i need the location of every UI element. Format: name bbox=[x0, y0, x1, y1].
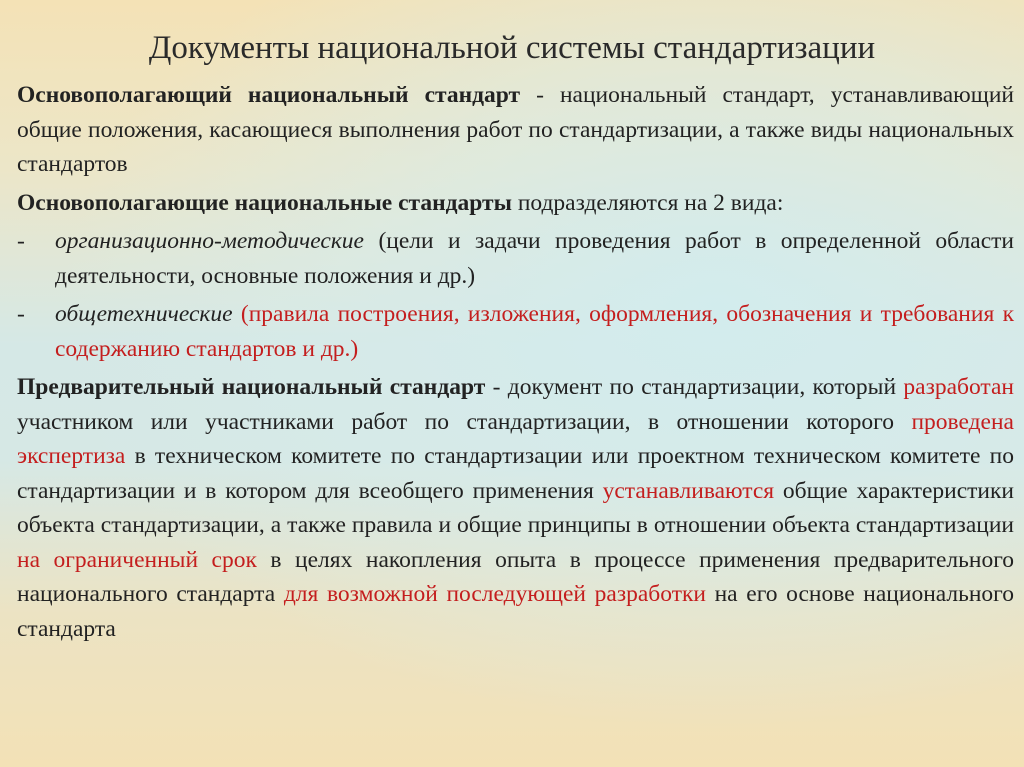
list-item-description: (правила построения, изложения, оформления, обозначения и требования к содержанию стандартов и др.) bbox=[55, 301, 1014, 362]
list-item-text bbox=[55, 297, 1014, 366]
highlight-developed: разработан bbox=[903, 374, 1014, 400]
text-segment: - документ по стандартизации, который bbox=[485, 374, 904, 400]
list-item-text bbox=[55, 224, 1014, 293]
term-basic-standards: Основополагающие национальные стандарты bbox=[17, 189, 512, 216]
list-item-general-technical bbox=[17, 297, 1014, 366]
text-segment: в целях накопления опыта в процессе применения предварительного национального стандарта bbox=[17, 546, 1015, 607]
types-intro-text: подразделяются на 2 вида: bbox=[511, 189, 784, 216]
text-segment: на его основе национального стандарта bbox=[17, 581, 1014, 642]
definition-basic-standard-text: - национальный стандарт, устанавливающий общие положения, касающиеся выполнения работ по стандартизации, а также виды национальных стандартов bbox=[17, 82, 1014, 177]
highlight-limited-term: на ограниченный срок bbox=[17, 546, 257, 573]
term-preliminary-standard: Предварительный национальный стандарт bbox=[17, 374, 486, 400]
definition-basic-standard bbox=[17, 78, 1014, 182]
types-intro bbox=[17, 186, 1014, 221]
definition-preliminary-standard bbox=[17, 370, 1014, 646]
highlight-expertise: проведена экспертиза bbox=[17, 408, 1014, 469]
highlight-future-development: для возможной последующей разработки bbox=[283, 581, 706, 607]
list-bullet: - bbox=[17, 301, 25, 327]
text-segment: общие характеристики объекта стандартизации, а также правила и общие принципы в отношении объекта стандартизации bbox=[17, 477, 1014, 538]
list-item-organizational bbox=[17, 224, 1014, 293]
highlight-established: устанавливаются bbox=[602, 477, 775, 504]
list-item-term: общетехнические bbox=[55, 301, 233, 327]
term-basic-standard: Основополагающий национальный стандарт bbox=[17, 82, 521, 108]
slide-body bbox=[17, 78, 1014, 646]
text-segment: участником или участниками работ по стандартизации, в отношении которого bbox=[17, 408, 912, 435]
list-item-description: (цели и задачи проведения работ в определенной области деятельности, основные положения и др.) bbox=[55, 228, 1014, 289]
list-item-term: организационно-методические bbox=[55, 228, 364, 254]
text-segment: в техническом комитете по стандартизации или проектном техническом комитете по стандартизации и в котором для всеобщего применения bbox=[17, 443, 1014, 504]
list-bullet: - bbox=[17, 228, 25, 254]
slide-title: Документы национальной системы стандартизации bbox=[148, 30, 876, 66]
